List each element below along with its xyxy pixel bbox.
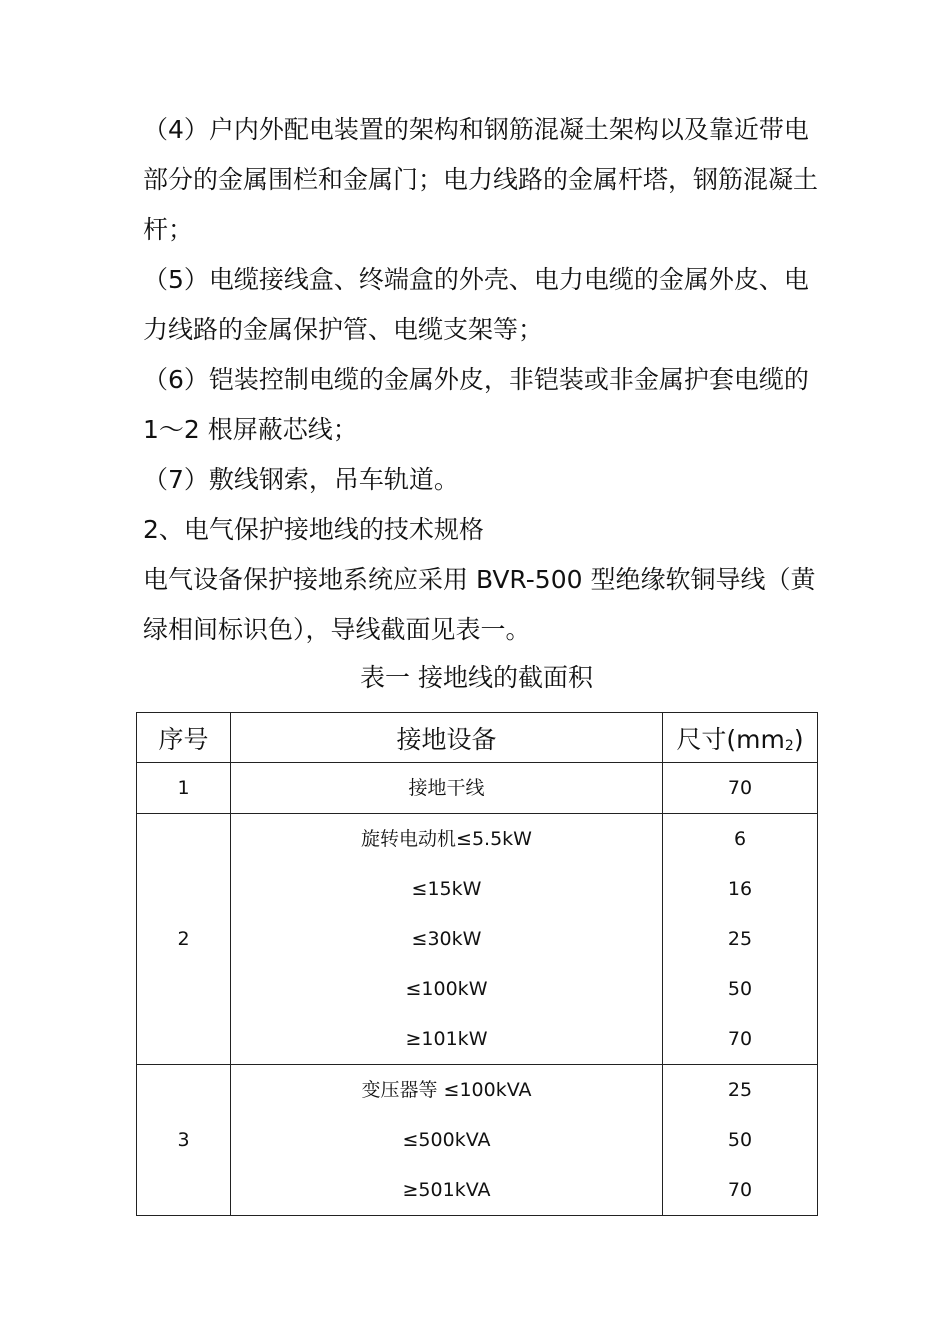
row-devices xyxy=(231,763,663,814)
header-seq: 序号 xyxy=(137,713,231,763)
size-entry: 25 xyxy=(727,928,753,950)
device-entry: ≥501kVA xyxy=(402,1179,491,1201)
paragraph-item-6: （6）铠装控制电缆的金属外皮，非铠装或非金属护套电缆的 1～2 根屏蔽芯线； xyxy=(143,365,809,444)
device-entry: 接地干线 xyxy=(408,777,485,799)
paragraph-item-4: （4）户内外配电装置的架构和钢筋混凝土架构以及靠近带电部分的金属围栏和金属门；电力线路的金属杆塔，钢筋混凝土杆； xyxy=(143,115,819,244)
section-heading: 2、电气保护接地线的技术规格 xyxy=(143,515,484,544)
row-seq: 1 xyxy=(137,763,231,814)
paragraph-item-7: （7）敷线钢索，吊车轨道。 xyxy=(143,465,459,494)
size-entry: 16 xyxy=(727,878,753,900)
size-entry: 6 xyxy=(733,828,747,850)
size-entry: 25 xyxy=(727,1079,753,1101)
row-devices xyxy=(231,1065,663,1216)
size-entry: 70 xyxy=(727,1028,753,1050)
device-entry: ≤100kW xyxy=(405,978,488,1000)
header-device: 接地设备 xyxy=(231,713,663,763)
device-entry: ≥101kW xyxy=(405,1028,488,1050)
header-size-label: 尺寸(mm xyxy=(676,724,785,754)
row-sizes xyxy=(663,814,818,1065)
row-sizes xyxy=(663,763,818,814)
header-size xyxy=(663,713,818,763)
table-header-row xyxy=(137,713,818,763)
device-entry: 旋转电动机≤5.5kW xyxy=(361,828,532,850)
size-entry: 50 xyxy=(727,978,753,1000)
grounding-table xyxy=(136,712,818,1216)
size-entry: 50 xyxy=(727,1129,753,1151)
table-caption: 表一 接地线的截面积 xyxy=(360,663,593,692)
row-seq: 2 xyxy=(137,814,231,1065)
table-row xyxy=(137,814,818,1065)
header-size-unit-sub: 2 xyxy=(784,737,794,754)
device-entry: 变压器等 ≤100kVA xyxy=(361,1079,532,1101)
device-entry: ≤30kW xyxy=(411,928,482,950)
row-sizes xyxy=(663,1065,818,1216)
header-size-close: ) xyxy=(793,724,804,754)
table-row xyxy=(137,763,818,814)
row-seq: 3 xyxy=(137,1065,231,1216)
size-entry: 70 xyxy=(727,777,753,799)
size-entry: 70 xyxy=(727,1179,753,1201)
paragraph-item-5: （5）电缆接线盒、终端盒的外壳、电力电缆的金属外皮、电力线路的金属保护管、电缆支架等； xyxy=(143,265,809,344)
device-entry: ≤500kVA xyxy=(402,1129,491,1151)
paragraph-spec: 电气设备保护接地系统应采用 BVR-500 型绝缘软铜导线（黄绿相间标识色），导线截面见表一。 xyxy=(143,565,816,644)
row-devices xyxy=(231,814,663,1065)
device-entry: ≤15kW xyxy=(411,878,482,900)
table-row xyxy=(137,1065,818,1216)
